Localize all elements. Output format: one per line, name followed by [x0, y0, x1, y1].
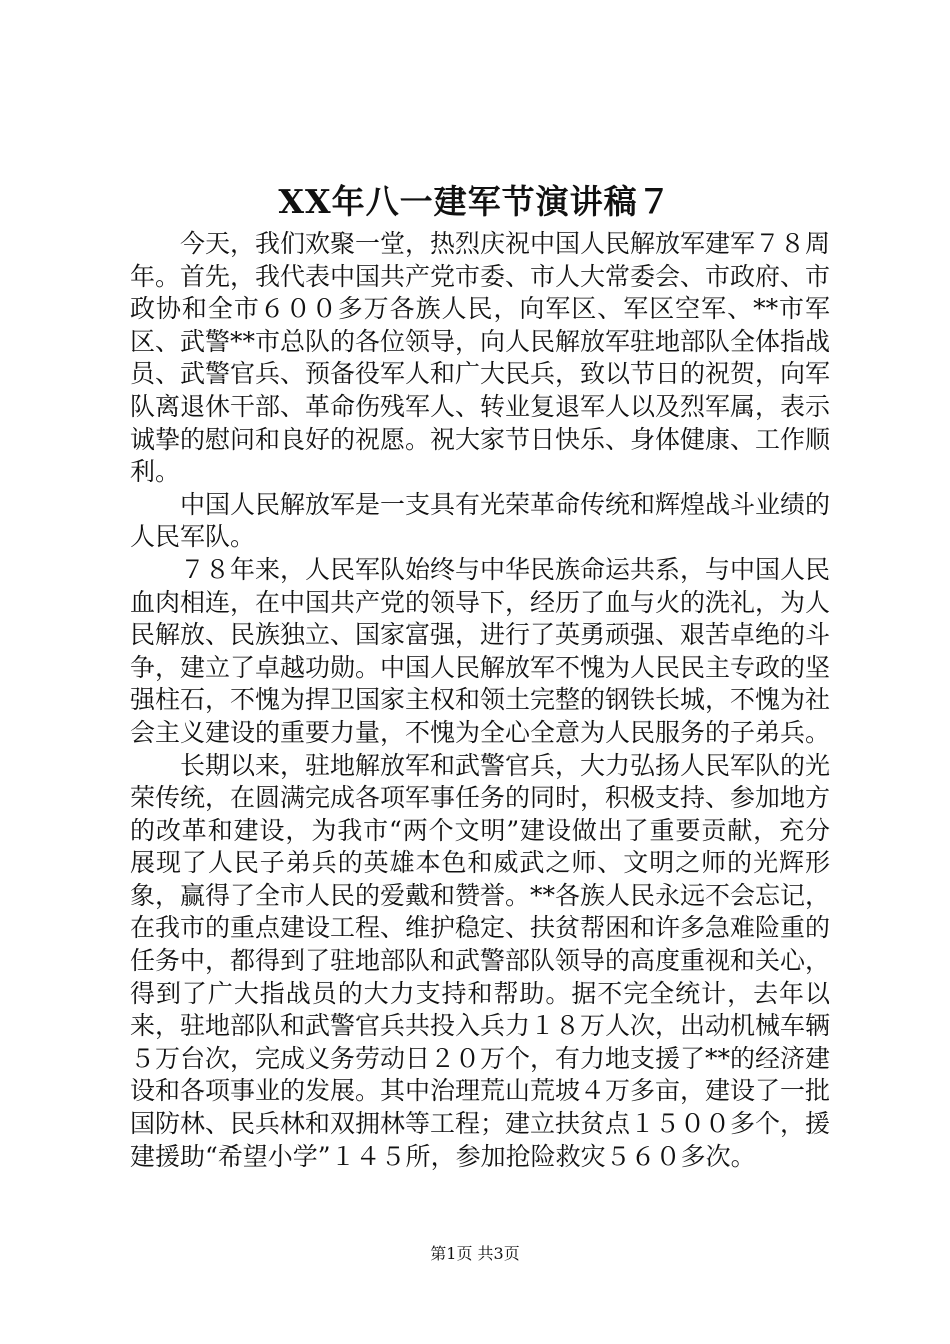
- paragraph: 长期以来，驻地解放军和武警官兵，大力弘扬人民军队的光荣传统，在圆满完成各项军事任务的同时，积极支持、参加地方的改革和建设，为我市“两个文明”建设做出了重要贡献，充分展现了人民子弟兵的英雄本色和威武之师、文明之师的光辉形象，赢得了全市人民的爱戴和赞誉。**各族人民永远不会忘记，在我市的重点建设工程、维护稳定、扶贫帮困和许多急难险重的任务中，都得到了驻地部队和武警部队领导的高度重视和关心，得到了广大指战员的大力支持和帮助。据不完全统计，去年以来，驻地部队和武警官兵共投入兵力１８万人次，出动机械车辆５万台次，完成义务劳动日２０万个，有力地支援了**的经济建设和各项事业的发展。其中治理荒山荒坡４万多亩，建设了一批国防林、民兵林和双拥林等工程；建立扶贫点１５００多个，援建援助“希望小学”１４５所，参加抢险救灾５６０多次。: [130, 750, 831, 1171]
- page-footer: [0, 1243, 950, 1265]
- page-number-indicator: 第1页 共3页: [430, 1244, 520, 1263]
- document-body: [130, 228, 830, 1173]
- paragraph: ７８年来，人民军队始终与中华民族命运共系，与中国人民血肉相连，在中国共产党的领导下，经历了血与火的洗礼，为人民解放、民族独立、国家富强，进行了英勇顽强、艰苦卓绝的斗争，建立了卓越功勋。中国人民解放军不愧为人民民主专政的坚强柱石，不愧为捍卫国家主权和领土完整的钢铁长城，不愧为社会主义建设的重要力量，不愧为全心全意为人民服务的子弟兵。: [130, 554, 831, 747]
- paragraph: 今天，我们欢聚一堂，热烈庆祝中国人民解放军建军７８周年。首先，我代表中国共产党市委、市人大常委会、市政府、市政协和全市６００多万各族人民，向军区、军区空军、**市军区、武警**市总队的各位领导，向人民解放军驻地部队全体指战员、武警官兵、预备役军人和广大民兵，致以节日的祝贺，向军队离退休干部、革命伤残军人、转业复退军人以及烈军属，表示诚挚的慰问和良好的祝愿。祝大家节日快乐、身体健康、工作顺利。: [130, 229, 831, 487]
- paragraph: 中国人民解放军是一支具有光荣革命传统和辉煌战斗业绩的人民军队。: [130, 489, 831, 552]
- page-title: XX年八一建军节演讲稿７: [278, 182, 672, 221]
